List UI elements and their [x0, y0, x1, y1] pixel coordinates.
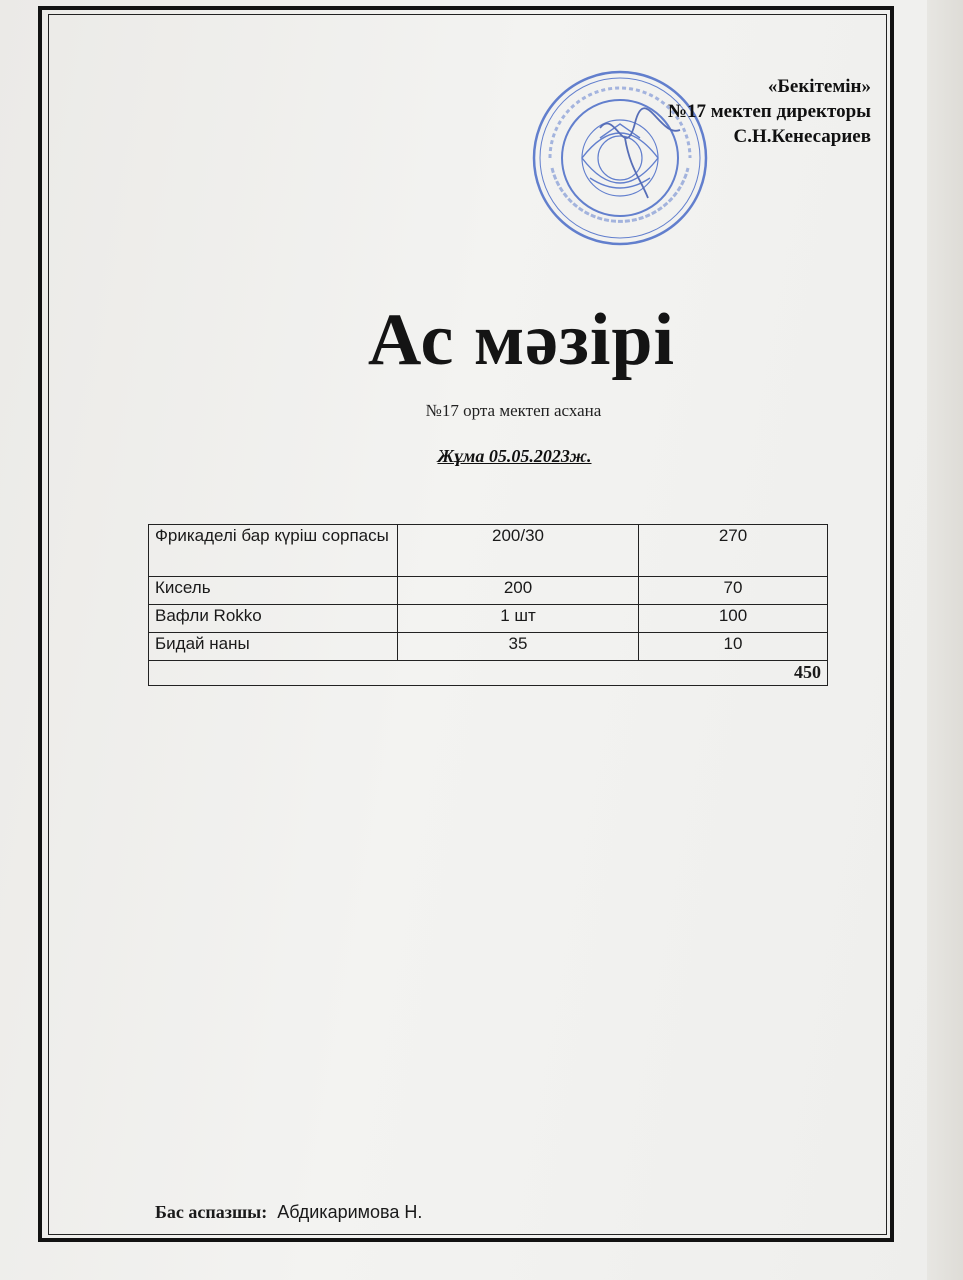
approval-director-name: С.Н.Кенесариев — [733, 126, 871, 147]
dish-name: Кисель — [149, 577, 398, 605]
dish-price: 100 — [639, 605, 828, 633]
dish-portion: 200/30 — [398, 525, 639, 577]
dish-price: 10 — [639, 633, 828, 661]
dish-price: 270 — [639, 525, 828, 577]
dish-portion: 1 шт — [398, 605, 639, 633]
menu-date: Жұма 05.05.2023ж. — [437, 446, 592, 466]
dish-name: Бидай наны — [149, 633, 398, 661]
chef-signature-line — [155, 1202, 422, 1223]
dish-portion: 200 — [398, 577, 639, 605]
menu-total: 450 — [149, 661, 828, 686]
chef-label: Бас аспазшы: — [155, 1202, 268, 1222]
dish-price: 70 — [639, 577, 828, 605]
page-title: Ас мәзірі — [367, 299, 676, 381]
background-wall — [927, 0, 963, 1280]
menu-total-row — [149, 661, 828, 686]
menu-row — [149, 633, 828, 661]
approval-position: №17 мектеп директоры — [667, 101, 871, 122]
dish-portion: 35 — [398, 633, 639, 661]
dish-name: Фрикаделі бар күріш сорпасы — [149, 525, 398, 577]
menu-row — [149, 577, 828, 605]
menu-table — [148, 524, 828, 686]
school-canteen-subtitle: №17 орта мектеп асхана — [425, 401, 602, 420]
menu-row — [149, 525, 828, 577]
dish-name: Вафли Rokko — [149, 605, 398, 633]
chef-name: Абдикаримова Н. — [277, 1202, 423, 1222]
menu-row — [149, 605, 828, 633]
approval-heading: «Бекітемін» — [767, 76, 871, 97]
approval-block — [668, 74, 871, 149]
